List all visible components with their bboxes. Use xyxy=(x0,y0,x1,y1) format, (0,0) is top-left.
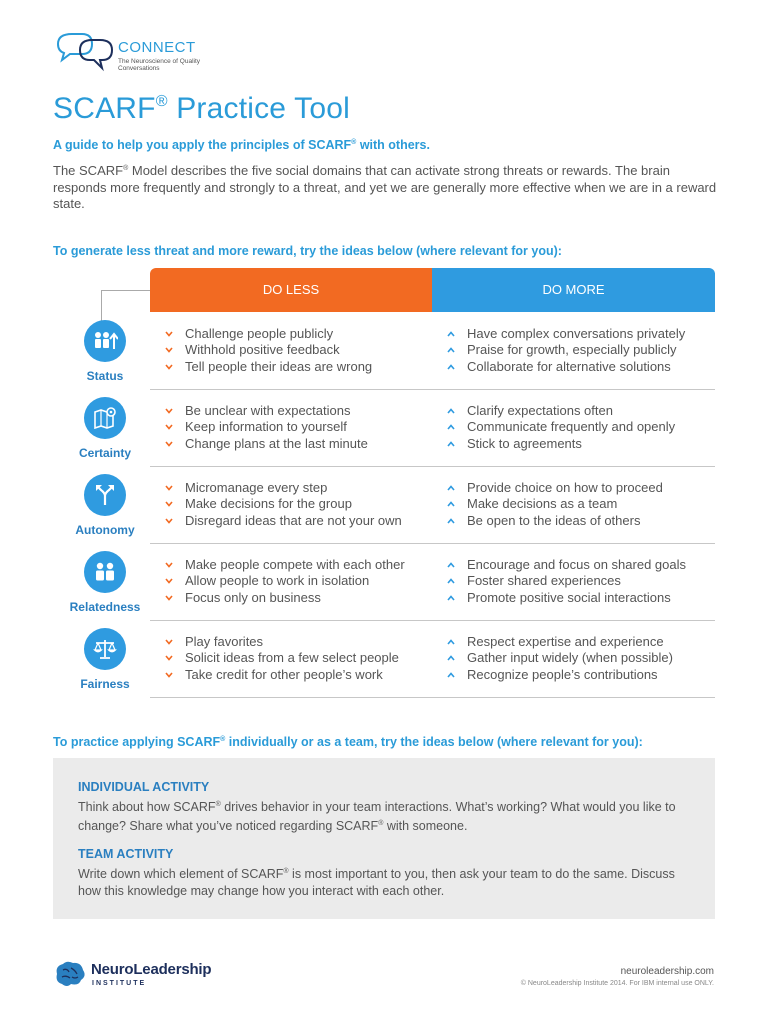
domain-status xyxy=(60,320,150,383)
list-item: Encourage and focus on shared goals xyxy=(444,557,714,573)
list-item: Change plans at the last minute xyxy=(162,436,432,452)
chevron-up-icon xyxy=(447,594,455,602)
do-less-list xyxy=(162,403,432,452)
chevron-down-icon xyxy=(165,363,173,371)
neuroleadership-logo xyxy=(53,960,243,992)
list-item: Make people compete with each other xyxy=(162,557,432,573)
page-title: SCARF® Practice Tool xyxy=(53,92,351,125)
chevron-down-icon xyxy=(165,638,173,646)
table-row xyxy=(150,543,715,620)
list-item: Make decisions for the group xyxy=(162,496,432,512)
list-item: Communicate frequently and openly xyxy=(444,419,714,435)
list-item: Play favorites xyxy=(162,634,432,650)
domain-label: Relatedness xyxy=(69,600,141,614)
list-item: Collaborate for alternative solutions xyxy=(444,359,714,375)
brand-name: NeuroLeadership xyxy=(91,961,212,978)
list-item: Gather input widely (when possible) xyxy=(444,650,714,666)
chevron-up-icon xyxy=(447,517,455,525)
chevron-down-icon xyxy=(165,484,173,492)
list-item: Be open to the ideas of others xyxy=(444,513,714,529)
list-item: Provide choice on how to proceed xyxy=(444,480,714,496)
list-item: Focus only on business xyxy=(162,590,432,606)
do-more-list xyxy=(444,480,714,529)
chevron-up-icon xyxy=(447,484,455,492)
domain-relatedness xyxy=(60,551,150,614)
individual-activity-title: INDIVIDUAL ACTIVITY xyxy=(78,780,210,794)
list-item: Have complex conversations privately xyxy=(444,326,714,342)
chevron-up-icon xyxy=(447,423,455,431)
list-item: Promote positive social interactions xyxy=(444,590,714,606)
chevron-down-icon xyxy=(165,594,173,602)
do-less-list xyxy=(162,326,432,375)
activity-box xyxy=(53,758,715,919)
chevron-down-icon xyxy=(165,654,173,662)
chevron-up-icon xyxy=(447,561,455,569)
team-activity-title: TEAM ACTIVITY xyxy=(78,847,174,861)
chevron-up-icon xyxy=(447,363,455,371)
do-more-list xyxy=(444,326,714,375)
chevron-down-icon xyxy=(165,407,173,415)
do-more-header: DO MORE xyxy=(432,268,715,312)
chevron-down-icon xyxy=(165,500,173,508)
list-item: Respect expertise and experience xyxy=(444,634,714,650)
chevron-up-icon xyxy=(447,654,455,662)
do-less-list xyxy=(162,557,432,606)
do-less-header: DO LESS xyxy=(150,268,432,312)
domain-label: Autonomy xyxy=(75,523,135,537)
do-less-list xyxy=(162,634,432,683)
chevron-down-icon xyxy=(165,517,173,525)
list-item: Allow people to work in isolation xyxy=(162,573,432,589)
chevron-down-icon xyxy=(165,671,173,679)
list-item: Withhold positive feedback xyxy=(162,342,432,358)
logo-tagline: The Neuroscience of Quality Conversations xyxy=(118,58,201,72)
domain-label: Certainty xyxy=(78,446,131,460)
connect-logo xyxy=(52,30,212,78)
list-item: Make decisions as a team xyxy=(444,496,714,512)
practice-heading: To practice applying SCARF® individually or as a team, try the ideas below (where relevant for you): xyxy=(53,735,643,749)
chevron-down-icon xyxy=(165,330,173,338)
domain-autonomy xyxy=(60,474,150,537)
footer-copyright: © NeuroLeadership Institute 2014. For IBM internal use ONLY. xyxy=(520,980,714,987)
intro-paragraph: The SCARF® Model describes the five social domains that can activate strong threats or rewards. The brain responds more frequently and strongly to a threat, and yet we are generally more effective when we are in a reward state. xyxy=(53,163,717,211)
list-item: Disregard ideas that are not your own xyxy=(162,513,432,529)
people-up-arrow-icon xyxy=(84,320,126,362)
chevron-down-icon xyxy=(165,346,173,354)
domain-fairness xyxy=(60,628,150,691)
domain-label: Status xyxy=(86,369,124,383)
chevron-up-icon xyxy=(447,407,455,415)
do-more-list xyxy=(444,403,714,452)
chevron-up-icon xyxy=(447,638,455,646)
brain-icon xyxy=(53,960,87,990)
list-item: Solicit ideas from a few select people xyxy=(162,650,432,666)
list-item: Praise for growth, especially publicly xyxy=(444,342,714,358)
chevron-up-icon xyxy=(447,330,455,338)
two-people-icon xyxy=(84,551,126,593)
chevron-down-icon xyxy=(165,577,173,585)
chevron-up-icon xyxy=(447,671,455,679)
scales-icon xyxy=(84,628,126,670)
domain-label: Fairness xyxy=(80,677,130,691)
footer-url: neuroleadership.com xyxy=(620,966,714,977)
list-item: Clarify expectations often xyxy=(444,403,714,419)
table-row xyxy=(150,312,715,389)
table-row xyxy=(150,466,715,543)
chevron-up-icon xyxy=(447,440,455,448)
list-item: Foster shared experiences xyxy=(444,573,714,589)
team-activity-text: Write down which element of SCARF® is most important to you, then ask your team to do the same. Discuss how this knowledge may change how you interact with each other. xyxy=(78,867,675,898)
chevron-down-icon xyxy=(165,423,173,431)
list-item: Recognize people’s contributions xyxy=(444,667,714,683)
chevron-up-icon xyxy=(447,500,455,508)
list-item: Micromanage every step xyxy=(162,480,432,496)
speech-bubbles-icon xyxy=(52,30,116,78)
fork-arrows-icon xyxy=(84,474,126,516)
list-item: Stick to agreements xyxy=(444,436,714,452)
row-divider xyxy=(150,697,715,698)
list-item: Be unclear with expectations xyxy=(162,403,432,419)
do-more-list xyxy=(444,557,714,606)
chevron-down-icon xyxy=(165,440,173,448)
logo-name: CONNECT xyxy=(118,39,196,56)
chevron-up-icon xyxy=(447,346,455,354)
list-item: Keep information to yourself xyxy=(162,419,432,435)
chevron-up-icon xyxy=(447,577,455,585)
individual-activity-text: Think about how SCARF® drives behavior in your team interactions. What’s working? What would you like to change? Share what you’ve noticed regarding SCARF® with someone. xyxy=(78,800,676,833)
domain-certainty xyxy=(60,397,150,460)
list-item: Challenge people publicly xyxy=(162,326,432,342)
map-pin-icon xyxy=(84,397,126,439)
page-subtitle: A guide to help you apply the principles of SCARF® with others. xyxy=(53,138,430,152)
chevron-down-icon xyxy=(165,561,173,569)
brand-sub: INSTITUTE xyxy=(92,980,147,987)
do-less-list xyxy=(162,480,432,529)
list-item: Tell people their ideas are wrong xyxy=(162,359,432,375)
list-item: Take credit for other people’s work xyxy=(162,667,432,683)
table-row xyxy=(150,389,715,466)
table-row xyxy=(150,620,715,697)
do-more-list xyxy=(444,634,714,683)
table-heading: To generate less threat and more reward, try the ideas below (where relevant for you): xyxy=(53,244,562,258)
